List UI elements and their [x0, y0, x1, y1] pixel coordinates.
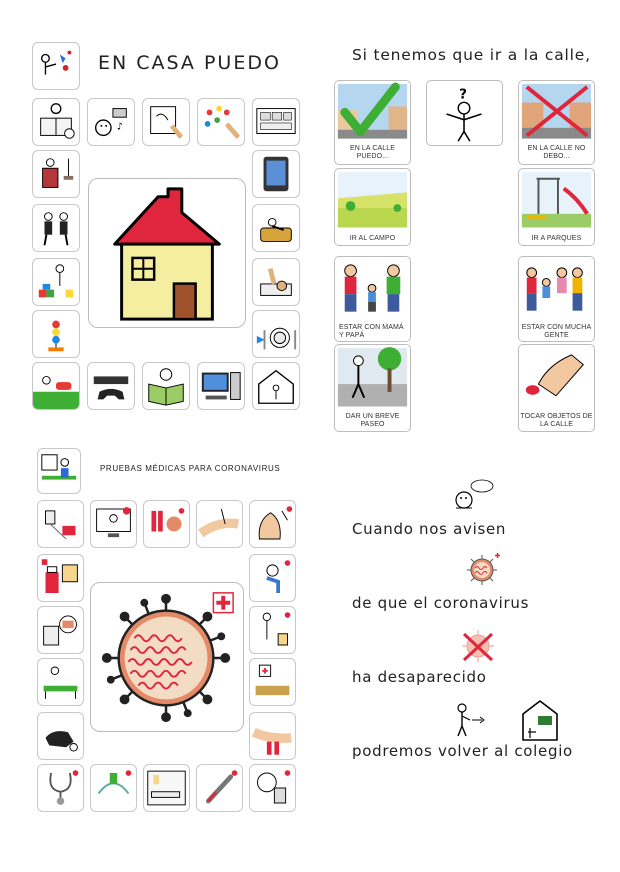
house-icon: [89, 179, 245, 327]
card-caption: EN LA CALLE NO DEBO...: [527, 145, 586, 160]
card-caption: DAR UN BREVE PASEO: [345, 413, 400, 428]
card-caption: IR AL CAMPO: [349, 235, 396, 242]
speech-notice-icon: [450, 478, 494, 512]
card-field: [334, 168, 411, 246]
bathroom-sample-icon: [37, 606, 84, 654]
card-street-yes: [334, 80, 411, 165]
set-table-icon: [252, 310, 300, 358]
message-line: ha desaparecido: [352, 668, 487, 686]
walking-person-icon: [450, 700, 486, 740]
inhaler-icon: [249, 554, 296, 602]
doctor-office-icon: [37, 448, 81, 494]
iv-drip-icon: [37, 500, 84, 548]
nebulizer-icon: [249, 764, 296, 812]
dancing-icon: [32, 204, 80, 252]
coronavirus-card: [90, 582, 244, 732]
svg-text:♪: ♪: [116, 121, 123, 133]
card-street-no: [518, 80, 595, 165]
card-touch: [518, 344, 595, 432]
computer-icon: [197, 362, 245, 410]
thermometer-icon: [196, 764, 243, 812]
tablet-icon: [252, 150, 300, 198]
paint-palette-icon: [197, 98, 245, 146]
section-title-home: EN CASA PUEDO: [98, 52, 281, 74]
school-icon: [520, 698, 560, 742]
virus-gone-icon: [458, 626, 500, 664]
injection-back-icon: [249, 500, 296, 548]
card-caption: ESTAR CON MAMÁ Y PAPÁ: [339, 324, 404, 339]
message-line: Cuando nos avisen: [352, 520, 507, 538]
reading-icon: [32, 98, 80, 146]
coronavirus-icon: [464, 552, 502, 588]
resting-icon: [252, 204, 300, 252]
clay-modeling-icon: [252, 258, 300, 306]
section-title-medical-tests: PRUEBAS MÉDICAS PARA CORONAVIRUS: [100, 464, 281, 473]
worksheet-icon: [252, 98, 300, 146]
stay-home-icon: [252, 362, 300, 410]
blood-draw-icon: [249, 712, 296, 760]
stacking-toy-icon: [32, 310, 80, 358]
message-line: podremos volver al colegio: [352, 742, 573, 760]
card-caption: ESTAR CON MUCHA GENTE: [521, 324, 592, 339]
section-title-street: Si tenemos que ir a la calle,: [352, 46, 591, 64]
oxygen-tube-icon: [90, 764, 137, 812]
card-crowd: [518, 256, 595, 342]
bed-patient-icon: [37, 658, 84, 706]
card-parents: [334, 256, 411, 342]
card-caption: EN LA CALLE PUEDO...: [349, 145, 396, 160]
armchair-icon: [32, 150, 80, 198]
card-caption: TOCAR OBJETOS DE LA CALLE: [520, 413, 593, 428]
medicine-icon: [37, 554, 84, 602]
house-card: [88, 178, 246, 328]
video-call-doctor-icon: [90, 500, 137, 548]
card-caption: IR A PARQUES: [531, 235, 582, 242]
hospital-bed-icon: [249, 658, 296, 706]
video-game-icon: [87, 362, 135, 410]
card-walk: [334, 344, 411, 432]
svg-text:?: ?: [459, 86, 468, 103]
book-reading-icon: [142, 362, 190, 410]
arm-injection-icon: [196, 500, 243, 548]
test-tubes-icon: [143, 500, 190, 548]
coronavirus-icon: [91, 583, 243, 731]
message-line: de que el coronavirus: [352, 594, 530, 612]
painting-icon: [32, 42, 80, 90]
card-question: [426, 80, 503, 146]
hospital-room-icon: [143, 764, 190, 812]
music-icon: [87, 98, 135, 146]
card-parks: [518, 168, 595, 246]
blood-pressure-icon: [37, 712, 84, 760]
stethoscope-icon: [37, 764, 84, 812]
urine-sample-icon: [249, 606, 296, 654]
building-blocks-icon: [32, 258, 80, 306]
drawing-icon: [142, 98, 190, 146]
toy-car-icon: [32, 362, 80, 410]
